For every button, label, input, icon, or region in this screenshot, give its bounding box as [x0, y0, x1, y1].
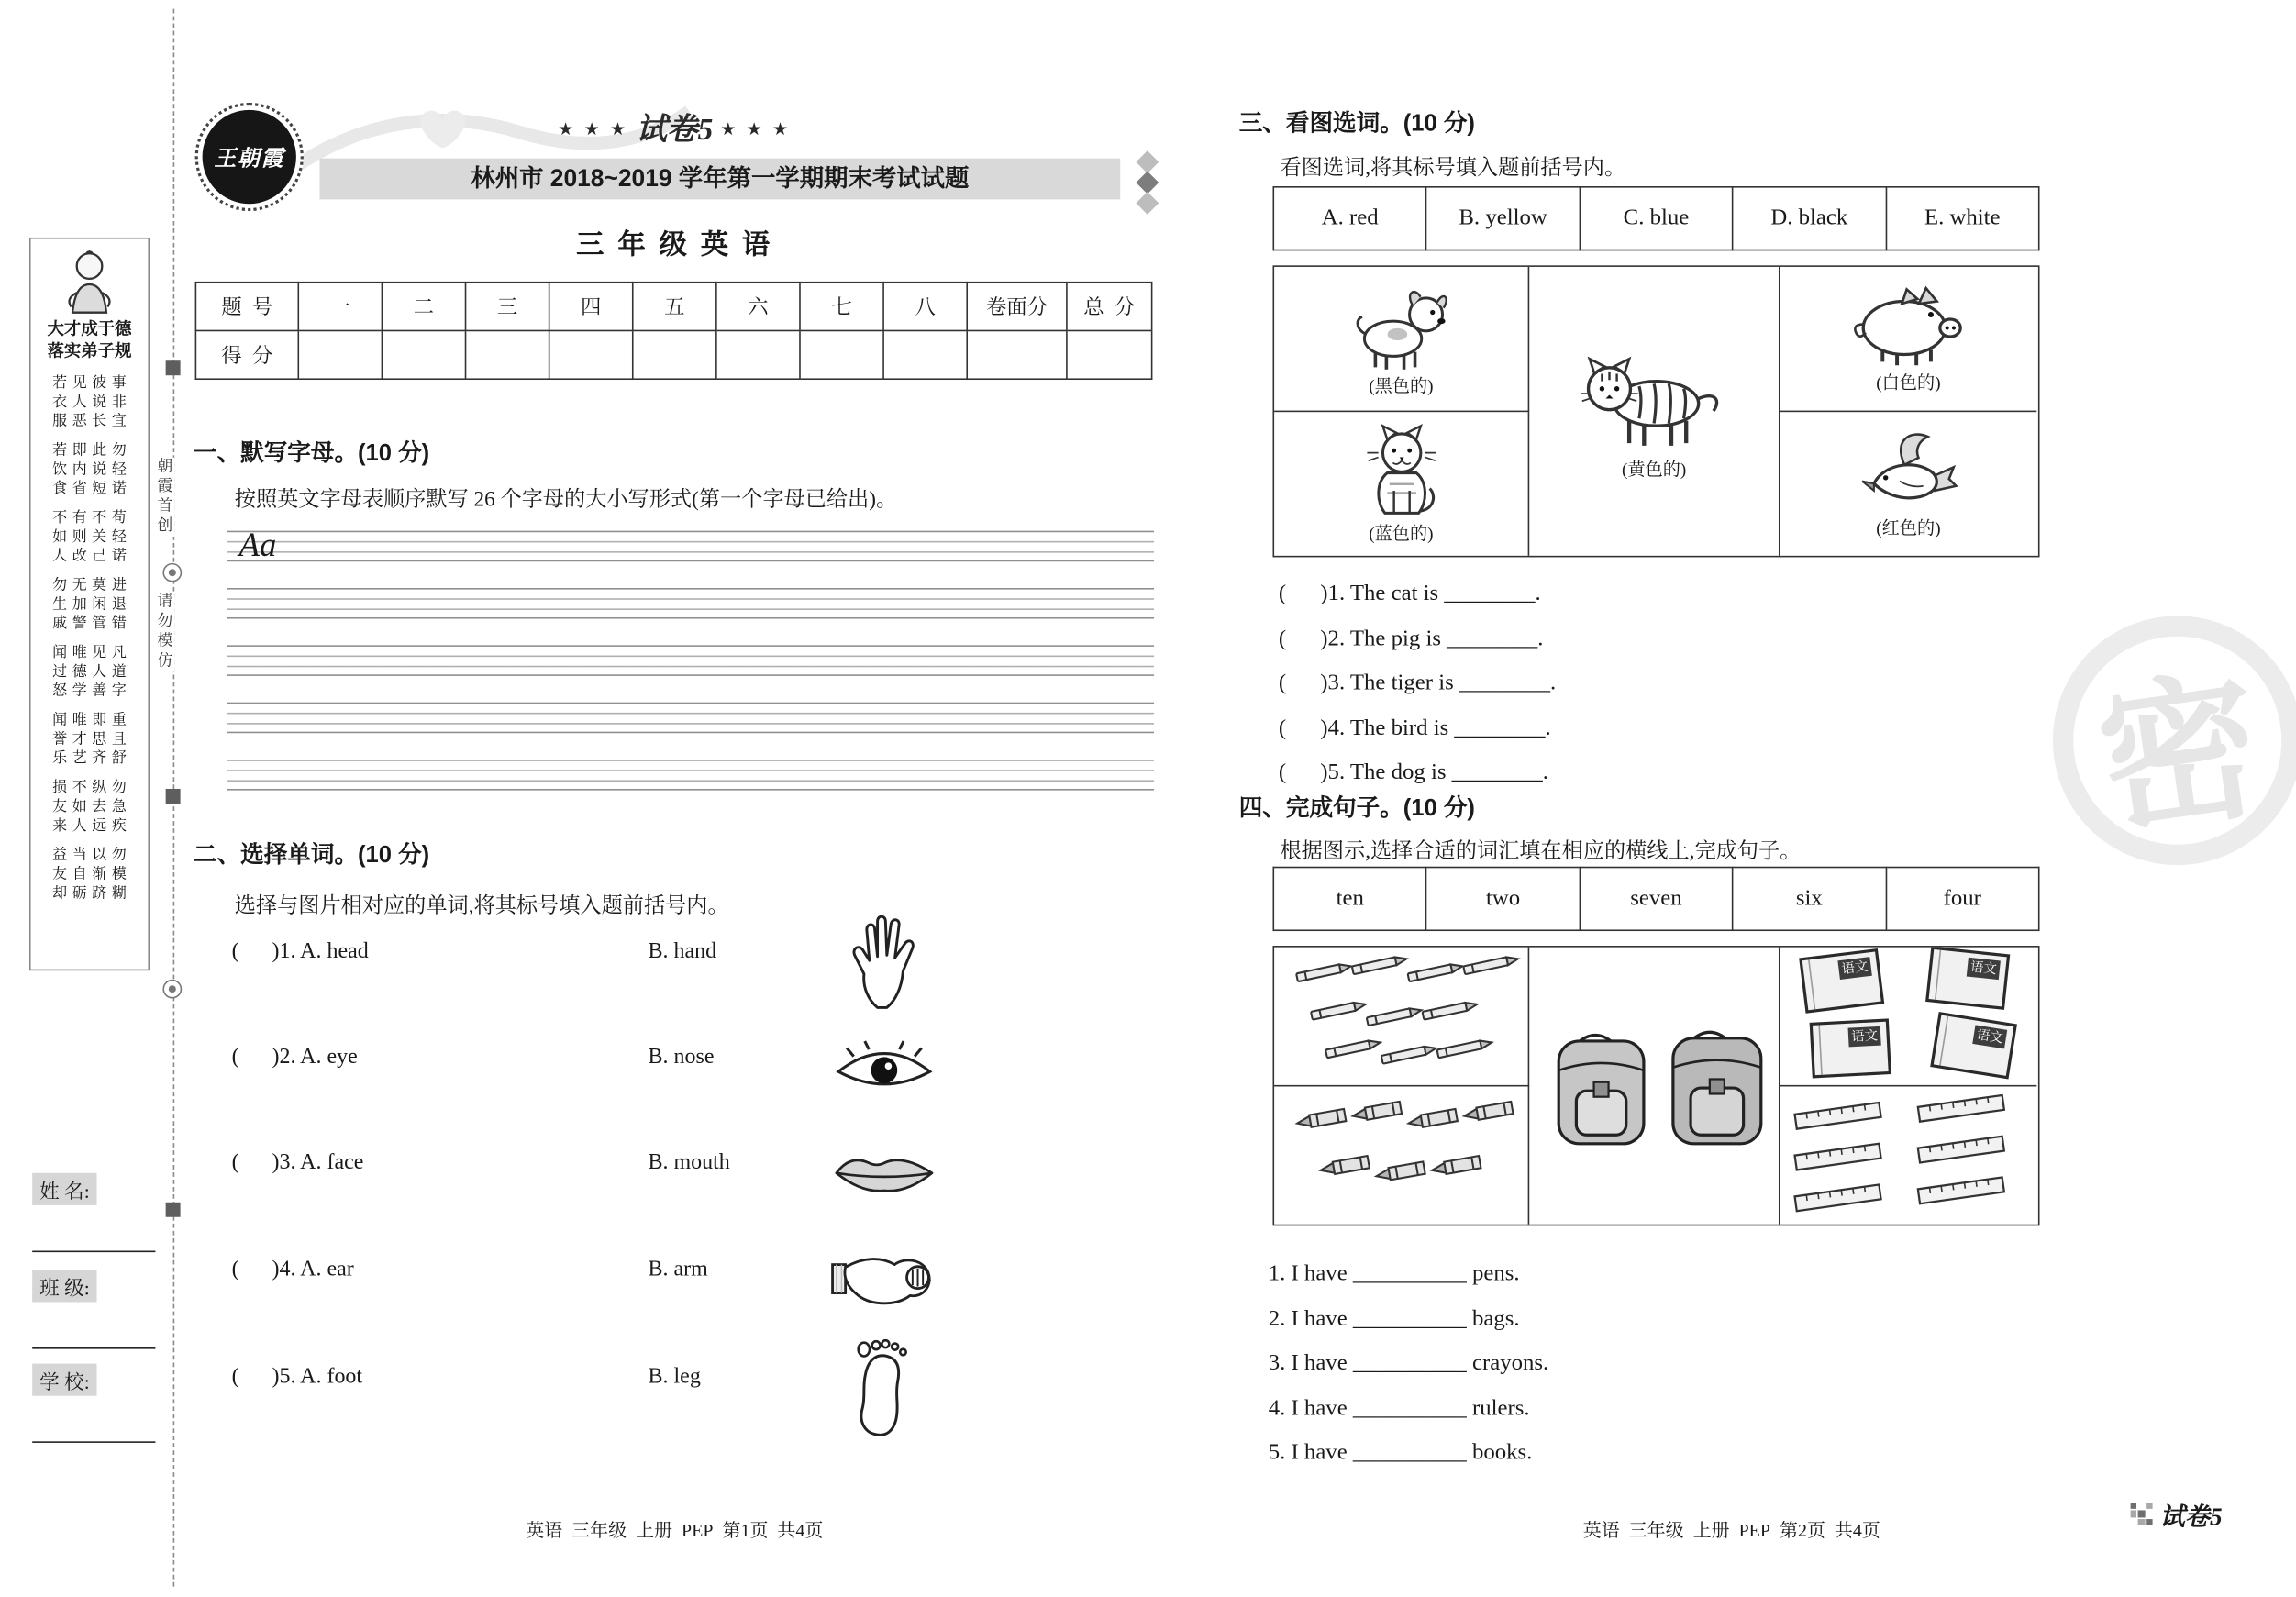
fill-blank-question: ( )3. The tiger is ________. — [1278, 670, 1557, 695]
picture-cell-books — [1780, 948, 2037, 1087]
binding-mark — [166, 1203, 181, 1217]
question-row — [191, 1142, 1159, 1245]
book-title-tag: 语文 — [1971, 1025, 2006, 1048]
score-empty-cell — [466, 330, 549, 379]
tiger-icon — [1575, 341, 1734, 452]
verse-row: 闻唯见凡 — [52, 645, 132, 661]
question-row — [191, 1249, 1159, 1352]
corner-paper-badge — [2131, 1495, 2223, 1532]
fill-blank-sentence: 1. I have __________ pens. — [1268, 1260, 1520, 1286]
question-option-b: B. mouth — [648, 1150, 730, 1175]
section4-heading: 四、完成句子。(10 分) — [1238, 795, 1475, 822]
word-option: six — [1733, 868, 1886, 931]
writing-lines — [227, 526, 1154, 817]
verse-row: 却砺跻糊 — [52, 885, 132, 903]
eye-icon — [821, 1014, 947, 1122]
verse-row: 益当以勿 — [52, 847, 132, 864]
school-line — [32, 1396, 155, 1443]
verse-row: 饮内说轻 — [52, 461, 132, 479]
question-option-b: B. nose — [648, 1045, 715, 1070]
score-empty-cell — [549, 330, 633, 379]
sidebar-motto-line2: 落实弟子规 — [47, 343, 132, 361]
score-header-cell: 八 — [883, 283, 967, 331]
verse-row: 生加闲退 — [52, 596, 132, 614]
picture-cell-tiger — [1529, 267, 1780, 556]
fill-blank-question: ( )5. The dog is ________. — [1278, 760, 1548, 785]
score-header-cell: 四 — [549, 283, 633, 331]
secret-character: 密 — [2088, 654, 2270, 853]
picture-cell-rulers — [1780, 1086, 2037, 1224]
question-option-b: B. hand — [648, 939, 717, 964]
score-table — [195, 282, 1153, 380]
score-empty-cell — [967, 330, 1067, 379]
score-header-cell: 三 — [466, 283, 549, 331]
word-option: C. blue — [1580, 187, 1733, 250]
scholar-icon — [57, 247, 121, 317]
verse-row: 誉才思且 — [52, 731, 132, 749]
foot-icon — [821, 1333, 947, 1441]
pens-icon — [1278, 950, 1525, 1082]
paper-number: 试卷5 — [636, 111, 714, 147]
verse-row: 人改己诺 — [52, 548, 132, 565]
fill-blank-question: ( )1. The cat is ________. — [1278, 581, 1541, 606]
verse-group — [34, 374, 145, 431]
four-line-staff — [227, 526, 1154, 563]
picture-cell-pens — [1274, 948, 1529, 1087]
pixel-decoration-icon — [2131, 1503, 2153, 1525]
discipline-sidebar — [29, 238, 150, 970]
name-field — [32, 1173, 155, 1252]
verse-row: 损不纵勿 — [52, 780, 132, 796]
verse-group — [34, 711, 145, 768]
score-empty-cell — [883, 330, 967, 379]
stars-left: ★ ★ ★ — [558, 118, 629, 139]
book-title-tag: 语文 — [1966, 958, 2000, 980]
verse-row: 勿无莫进 — [52, 577, 132, 594]
color-word-bank — [1272, 186, 2039, 250]
book — [1798, 948, 1883, 1014]
page1-footer: 英语 三年级 上册 PEP 第1页 共4页 — [526, 1520, 824, 1542]
section3-instruction: 看图选词,将其标号填入题前括号内。 — [1280, 157, 1626, 181]
verse-row: 乐艺齐舒 — [52, 750, 132, 768]
verse-group — [34, 441, 145, 498]
class-label: 班 级: — [32, 1270, 97, 1302]
cutline-warning-text: 请勿模仿 — [152, 593, 174, 671]
books-icon — [1790, 950, 2027, 1082]
bird-icon — [1858, 429, 1958, 512]
word-option: E. white — [1886, 187, 2039, 250]
picture-caption: (黄色的) — [1621, 459, 1687, 480]
fill-blank-question: ( )4. The bird is ________. — [1278, 715, 1551, 740]
fill-blank-question: ( )2. The pig is ________. — [1278, 625, 1544, 650]
word-option: seven — [1580, 868, 1733, 931]
section3-questions — [1279, 581, 1556, 804]
score-header-cell: 五 — [633, 283, 716, 331]
arm-icon — [821, 1225, 947, 1334]
score-empty-cell — [382, 330, 465, 379]
question-row — [191, 931, 1159, 1034]
book — [1809, 1018, 1891, 1078]
question-option-b: B. arm — [648, 1258, 708, 1282]
hand-icon — [821, 907, 947, 1015]
name-label: 姓 名: — [32, 1173, 97, 1205]
flower-ornament-icon — [162, 563, 182, 582]
given-letters: Aa — [238, 526, 277, 563]
score-empty-cell — [800, 330, 883, 379]
score-header-cell: 二 — [382, 283, 465, 331]
question-option-b: B. leg — [648, 1365, 701, 1389]
fill-blank-sentence: 2. I have __________ bags. — [1268, 1305, 1520, 1331]
question-row — [191, 1037, 1159, 1139]
section1-heading: 一、默写字母。(10 分) — [194, 441, 430, 467]
picture-cell-bird — [1780, 412, 2037, 556]
book — [1929, 1012, 2016, 1079]
word-option: A. red — [1273, 187, 1426, 250]
fill-blank-sentence: 5. I have __________ books. — [1268, 1439, 1533, 1465]
verse-row: 若即此勿 — [52, 442, 132, 460]
picture-cell-pig — [1780, 267, 2037, 412]
question-option-a: ( )5. A. foot — [231, 1365, 363, 1389]
exam-title: 林州市 2018~2019 学年第一学期期末考试试题 — [319, 159, 1120, 200]
score-empty-cell — [298, 330, 382, 379]
verse-group — [34, 779, 145, 836]
verse-row: 若见彼事 — [52, 375, 132, 392]
question-option-a: ( )4. A. ear — [231, 1258, 354, 1282]
verse-row: 来人远疾 — [52, 817, 132, 835]
four-line-staff — [227, 703, 1154, 734]
verse-row: 食省短诺 — [52, 481, 132, 497]
word-option: B. yellow — [1426, 187, 1580, 250]
picture-cell-dog — [1274, 267, 1529, 412]
section2-heading: 二、选择单词。(10 分) — [194, 843, 430, 869]
section4-sentences — [1269, 1261, 1549, 1485]
question-option-a: ( )1. A. head — [231, 939, 369, 964]
mouth-icon — [821, 1119, 947, 1227]
verse-row: 戚警管错 — [52, 616, 132, 632]
cutline-brand-text: 朝霞首创 — [152, 458, 174, 537]
picture-caption: (蓝色的) — [1369, 522, 1434, 544]
dog-icon — [1342, 281, 1459, 369]
verse-row: 如则关轻 — [52, 529, 132, 546]
section1-instruction: 按照英文字母表顺序默写 26 个字母的大小写形式(第一个字母已给出)。 — [234, 488, 898, 512]
book — [1924, 948, 2009, 1010]
book-title-tag: 语文 — [1847, 1026, 1880, 1047]
four-line-staff — [227, 645, 1154, 676]
class-line — [32, 1302, 155, 1348]
score-empty-cell — [716, 330, 800, 379]
verse-row: 不有不苟 — [52, 510, 132, 527]
section4-instruction: 根据图示,选择合适的词汇填在相应的横线上,完成句子。 — [1280, 839, 1802, 864]
binding-mark — [166, 789, 181, 804]
picture-caption: (红色的) — [1876, 516, 1941, 538]
picture-cell-crayons — [1274, 1086, 1529, 1224]
name-line — [32, 1205, 155, 1252]
score-header-cell: 题 号 — [195, 283, 298, 331]
picture-cell-bags — [1529, 948, 1780, 1225]
score-header-cell: 一 — [298, 283, 382, 331]
color-picture-grid — [1272, 265, 2039, 557]
brand-logo-text: 王朝霞 — [214, 147, 285, 172]
verse-row: 过德人道 — [52, 664, 132, 681]
score-header-cell: 总 分 — [1067, 283, 1152, 331]
cat-icon — [1359, 423, 1444, 516]
rulers-icon — [1782, 1091, 2035, 1220]
score-header-cell: 七 — [800, 283, 883, 331]
picture-caption: (黑色的) — [1369, 374, 1434, 395]
number-word-bank — [1272, 867, 2039, 931]
verse-row: 友如去急 — [52, 799, 132, 815]
exam-subtitle: 三 年 级 英 语 — [576, 229, 773, 261]
corner-paper-number: 试卷5 — [2159, 1503, 2223, 1531]
verse-group — [34, 509, 145, 566]
score-row-label: 得 分 — [195, 330, 298, 379]
crayons-icon — [1278, 1091, 1525, 1220]
section2-instruction: 选择与图片相对应的单词,将其标号填入题前括号内。 — [234, 894, 729, 918]
sidebar-motto-line1: 大才成于德 — [47, 321, 132, 339]
score-header-cell: 六 — [716, 283, 800, 331]
school-label: 学 校: — [32, 1364, 97, 1396]
picture-cell-cat — [1274, 412, 1529, 556]
question-row — [191, 1357, 1159, 1459]
word-option: ten — [1273, 868, 1426, 931]
page2-footer: 英语 三年级 上册 PEP 第2页 共4页 — [1582, 1520, 1880, 1542]
page-1 — [191, 88, 1159, 1561]
backpacks-icon — [1538, 1020, 1770, 1152]
verse-row: 怒学善字 — [52, 682, 132, 700]
picture-caption: (白色的) — [1876, 372, 1941, 393]
verse-group — [34, 846, 145, 903]
object-picture-grid — [1272, 946, 2039, 1225]
four-line-staff — [227, 760, 1154, 791]
book-title-tag: 语文 — [1837, 957, 1871, 980]
stars-right: ★ ★ ★ — [720, 118, 792, 139]
verse-row: 友自渐模 — [52, 866, 132, 883]
flower-ornament-icon — [162, 980, 182, 999]
verse-group — [34, 644, 145, 701]
diamond-decoration-icon — [1127, 150, 1166, 216]
paper-number-banner — [191, 105, 1159, 150]
question-option-a: ( )2. A. eye — [231, 1045, 358, 1070]
four-line-staff — [227, 588, 1154, 619]
verse-group — [34, 576, 145, 633]
verse-row: 衣人说非 — [52, 394, 132, 411]
word-option: four — [1886, 868, 2039, 931]
score-empty-cell — [633, 330, 716, 379]
section3-heading: 三、看图选词。(10 分) — [1238, 111, 1475, 137]
class-field — [32, 1270, 155, 1348]
score-header-cell: 卷面分 — [967, 283, 1067, 331]
pig-icon — [1847, 283, 1969, 366]
school-field — [32, 1364, 155, 1443]
verse-row: 服恶长宜 — [52, 413, 132, 430]
fill-blank-sentence: 3. I have __________ crayons. — [1268, 1350, 1549, 1376]
verse-row: 闻唯即重 — [52, 712, 132, 729]
score-empty-cell — [1067, 330, 1152, 379]
brand-logo — [195, 103, 304, 211]
binding-mark — [166, 360, 181, 375]
fill-blank-sentence: 4. I have __________ rulers. — [1268, 1394, 1530, 1421]
word-option: D. black — [1733, 187, 1886, 250]
question-option-a: ( )3. A. face — [231, 1150, 364, 1175]
word-option: two — [1426, 868, 1580, 931]
